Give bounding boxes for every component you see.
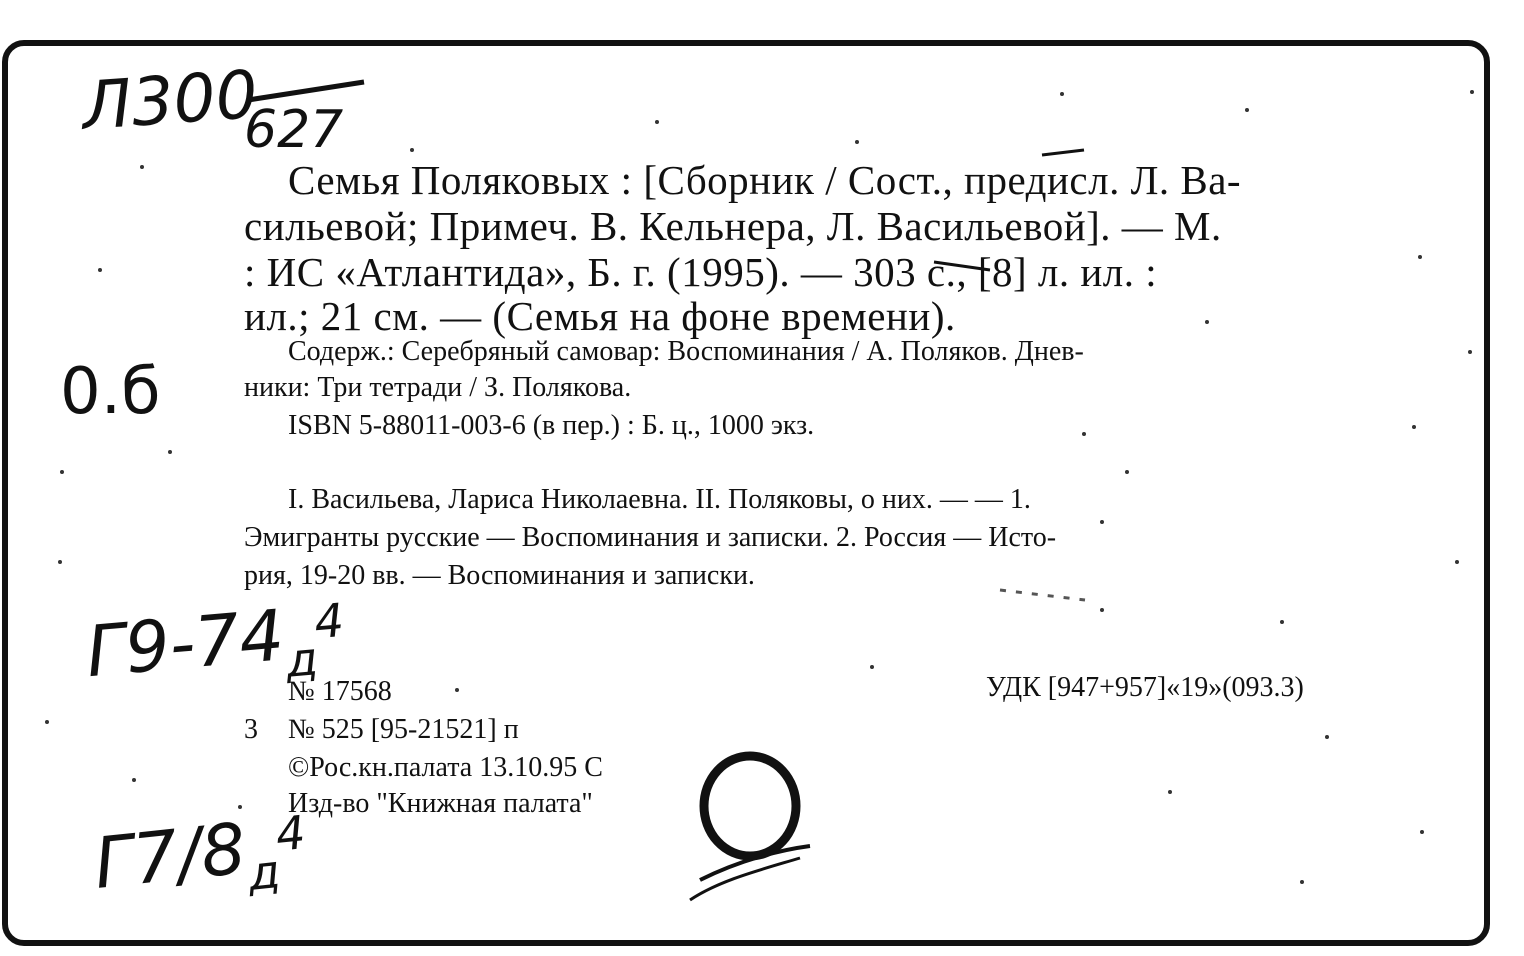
order-prefix: 3 — [244, 714, 258, 745]
contents-line: Содерж.: Серебряный самовар: Воспоминания / А. Поляков. Днев- — [288, 336, 1084, 367]
udk-classification: УДК [947+957]«19»(093.3) — [986, 672, 1304, 703]
shelf-mark-1-sup: 4 — [312, 592, 346, 650]
copyright-line: ©Рос.кн.палата 13.10.95 С — [288, 752, 603, 783]
record-number: № 17568 — [288, 676, 392, 707]
handwritten-ob-text: 0.б — [60, 355, 161, 429]
heading-line: I. Васильева, Лариса Николаевна. II. Поляковы, о них. — — 1. — [288, 484, 1031, 515]
description-line: ил.; 21 см. — (Семья на фоне времени). — [244, 293, 956, 339]
shelf-mark-2-sup: 4 — [273, 805, 308, 862]
order-number: № 525 [95-21521] п — [288, 714, 519, 745]
handwritten-code-main: Л300 — [79, 55, 261, 146]
shelf-mark-2-sub: д — [245, 843, 283, 901]
handwritten-code-sub-text: 627 — [244, 100, 344, 160]
shelf-mark-1-sub: д — [283, 631, 320, 688]
isbn-line: ISBN 5-88011-003-6 (в пер.) : Б. ц., 1000 экз. — [288, 410, 815, 441]
shelf-mark-2-text: Г7/8 — [90, 807, 250, 905]
publisher-line: Изд-во "Книжная палата" — [288, 788, 593, 819]
shelf-mark-1-text: Г9-74 — [82, 594, 288, 694]
description-line: сильевой; Примеч. В. Кельнера, Л. Васильевой]. — М. — [244, 203, 1222, 249]
description-line: : ИС «Атлантида», Б. г. (1995). — 303 с., [8] л. ил. : — [244, 249, 1158, 295]
heading-line: рия, 19-20 вв. — Воспоминания и записки. — [244, 560, 755, 591]
contents-line: ники: Три тетради / З. Полякова. — [244, 372, 632, 403]
description-line: Семья Поляковых : [Сборник / Сост., предисл. Л. Ва- — [288, 157, 1242, 203]
heading-line: Эмигранты русские — Воспоминания и записки. 2. Россия — Исто- — [244, 522, 1057, 553]
